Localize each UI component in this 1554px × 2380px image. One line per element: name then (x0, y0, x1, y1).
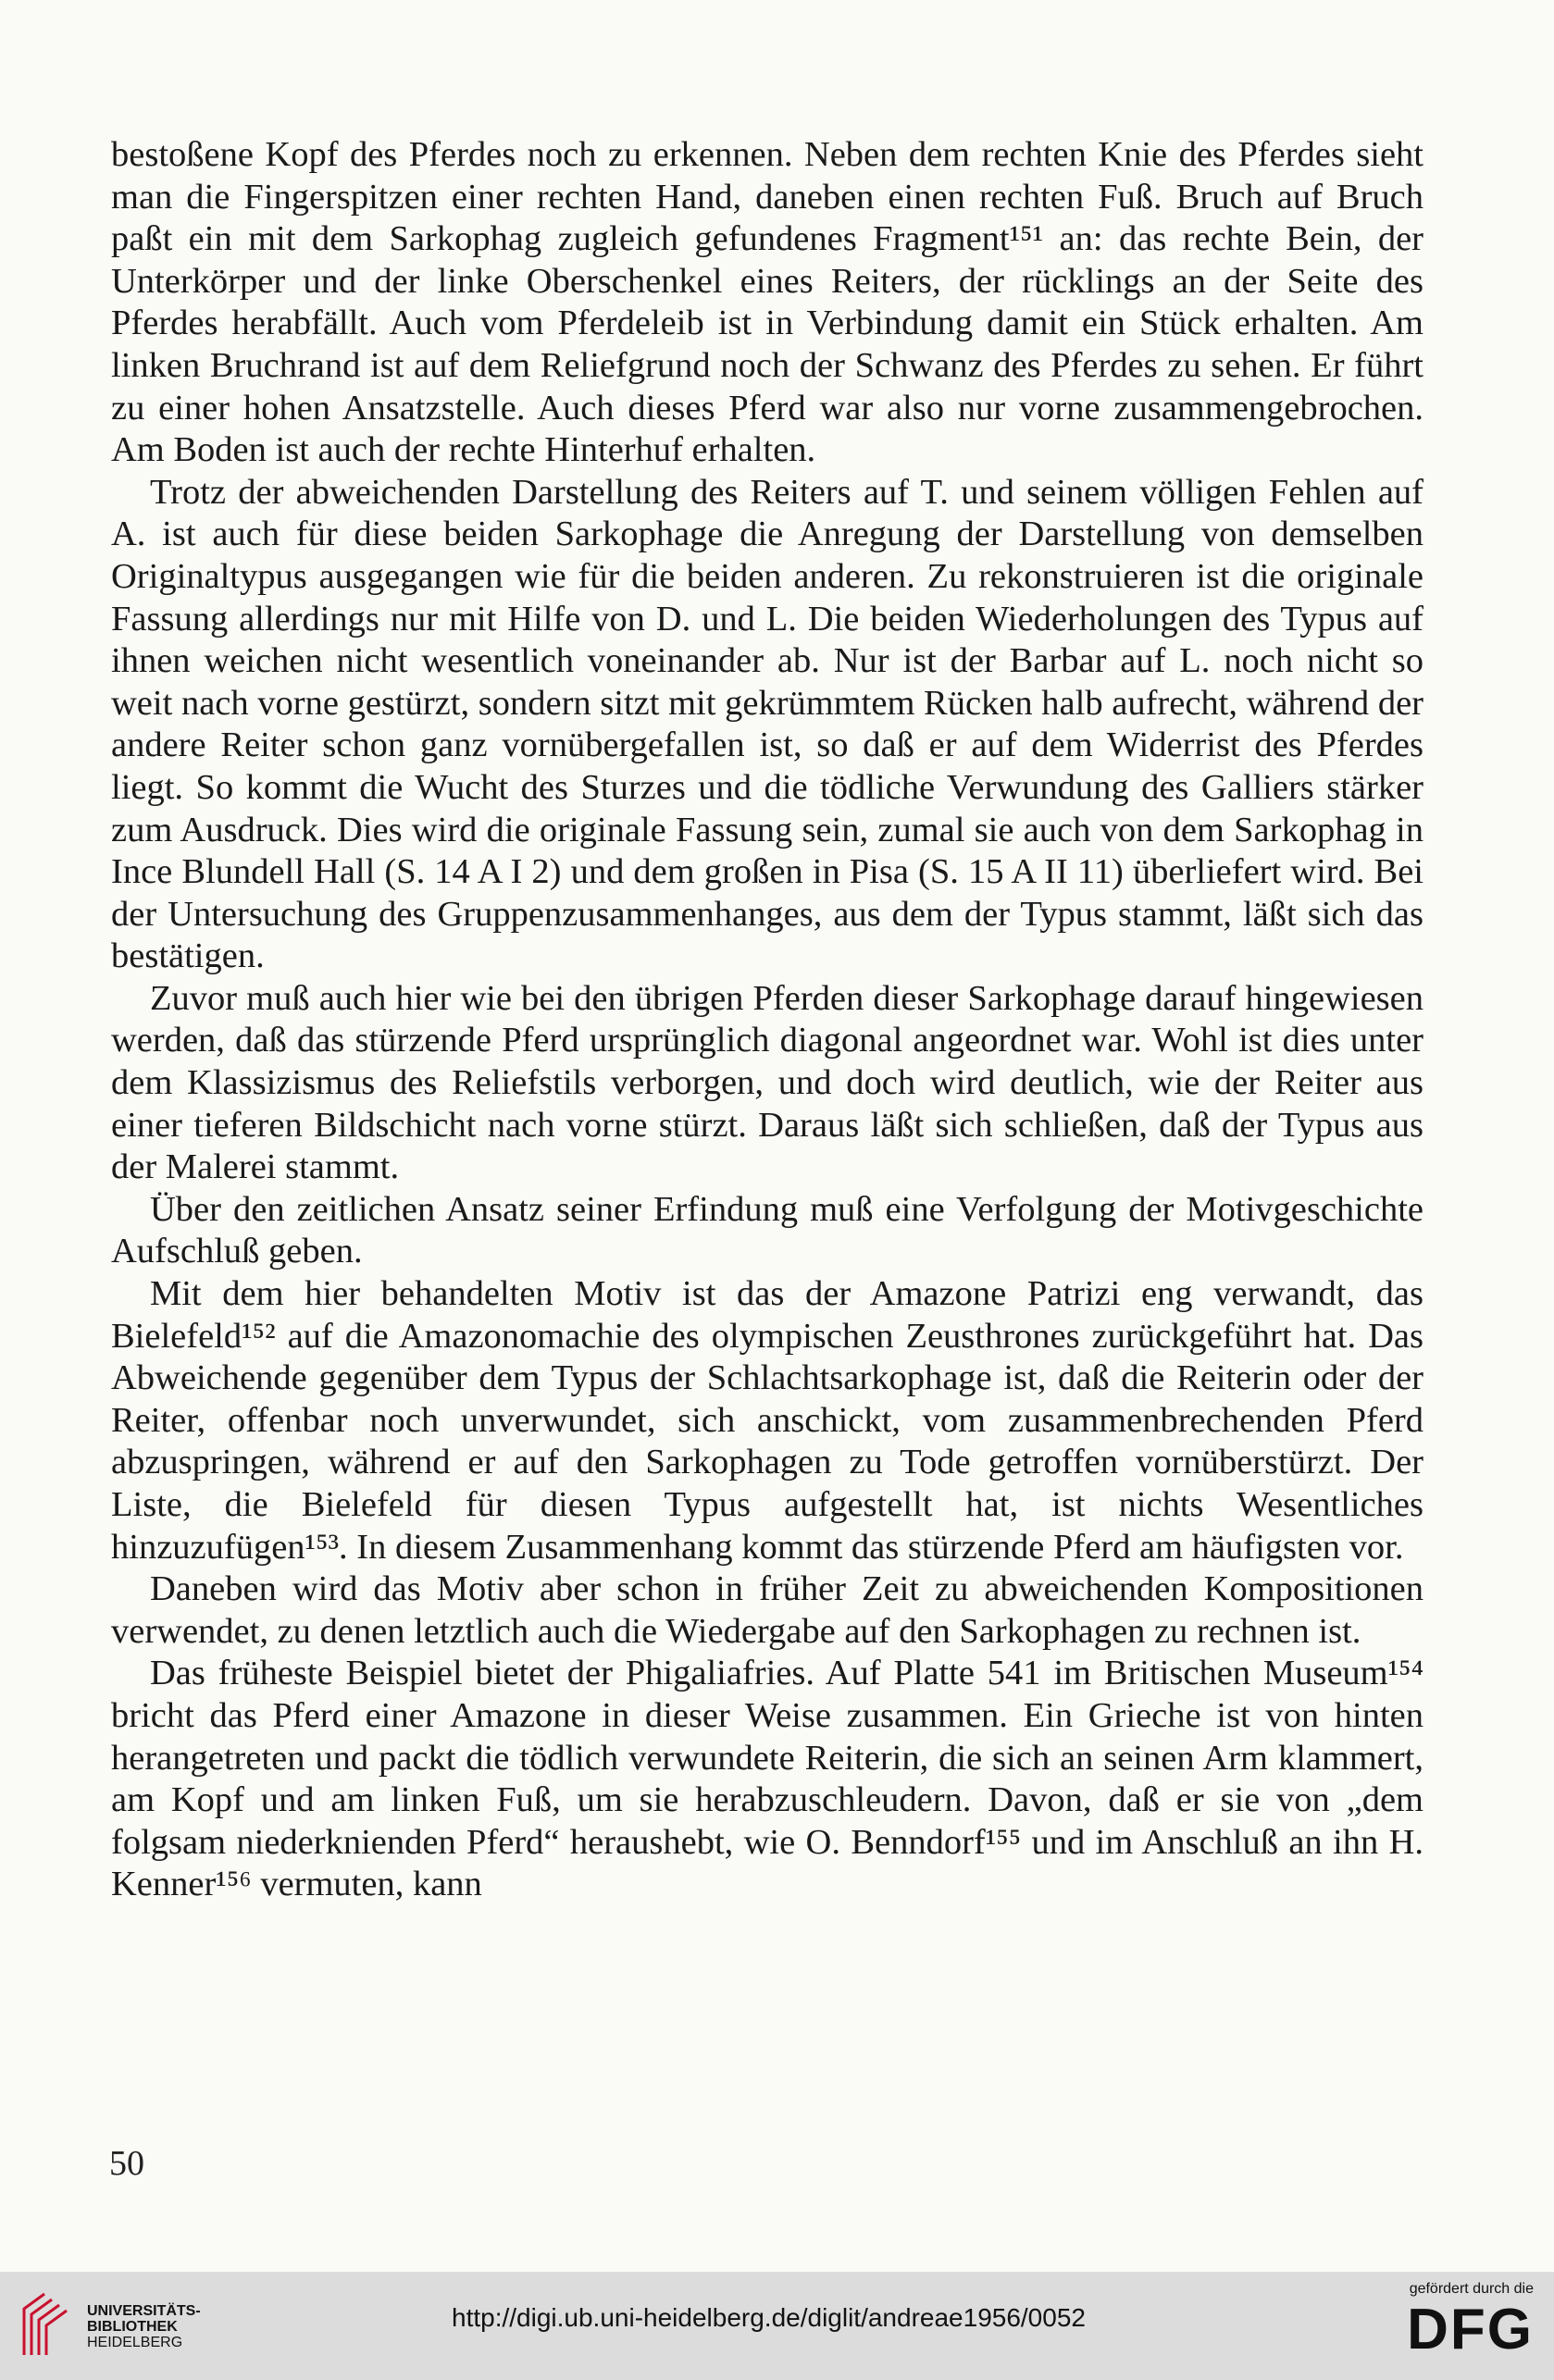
library-name-line3: HEIDELBERG (87, 2335, 183, 2350)
paragraph-2: Trotz der abweichenden Darstellung des Reiters auf T. und seinem völligen Fehlen auf A. ist auch für diese beiden Sarkophage die Anregung der Darstellung von demselben Originaltypus ausgegangen wie für die beiden anderen. Zu rekonstruieren ist die originale Fassung allerdings nur mit Hilfe von D. und L. Die beiden Wiederholungen des Typus auf ihnen weichen nicht wesentlich voneinander ab. Nur ist der Barbar auf L. noch nicht so weit nach vorne gestürzt, sondern sitzt mit gekrümmtem Rücken halb aufrecht, während der andere Reiter schon ganz vornübergefallen ist, so daß er auf dem Widerrist des Pferdes liegt. So kommt die Wucht des Sturzes und die tödliche Verwundung des Galliers stärker zum Ausdruck. Dies wird die originale Fassung sein, zumal sie auch von dem Sarkophag in Ince Blundell Hall (S. 14 A I 2) und dem großen in Pisa (S. 15 A II 11) überliefert wird. Bei der Untersuchung des Gruppenzusammenhanges, aus dem der Typus stammt, läßt sich das bestätigen. (111, 472, 1423, 976)
library-logo[interactable] (17, 2283, 248, 2366)
paragraph-7: Das früheste Beispiel bietet der Phigaliafries. Auf Platte 541 im Britischen Museum¹⁵⁴ bricht das Pferd einer Amazone in dieser Weise zusammen. Ein Grieche ist von hinten herangetreten und packt die tödlich verwundete Reiterin, die sich an seinen Arm klammert, am Kopf und am linken Fuß, um sie herabzuschleudern. Davon, daß er sie von „dem folgsam niederknienden Pferd“ heraushebt, wie O. Benndorf¹⁵⁵ und im Anschluß an ihn H. Kenner¹⁵⁶ vermuten, kann (111, 1654, 1423, 1904)
dfg-logo: DFG (1407, 2298, 1534, 2361)
library-name (87, 2303, 201, 2350)
page-number: 50 (109, 2144, 144, 2183)
dfg-funding[interactable] (1339, 2281, 1534, 2374)
library-name-line1: UNIVERSITÄTS- (87, 2303, 201, 2319)
paragraph-6: Daneben wird das Motiv aber schon in früher Zeit zu abweichenden Kompositionen verwendet, zu denen letztlich auch die Wiedergabe auf den Sarkophagen zu rechnen ist. (111, 1569, 1423, 1651)
library-emblem-icon (17, 2290, 74, 2357)
paragraph-1: bestoßene Kopf des Pferdes noch zu erkennen. Neben dem rechten Knie des Pferdes sieht man die Fingerspitzen einer rechten Hand, daneben einen rechten Fuß. Bruch auf Bruch paßt ein mit dem Sarkophag zugleich gefundenes Fragment¹⁵¹ an: das rechte Bein, der Unterkörper und der linke Oberschenkel eines Reiters, der rücklings an der Seite des Pferdes herabfällt. Auch vom Pferdeleib ist in Verbindung damit ein Stück erhalten. Am linken Bruchrand ist auf dem Reliefgrund noch der Schwanz des Pferdes zu sehen. Er führt zu einer hohen Ansatzstelle. Auch dieses Pferd war also nur vorne zusammengebrochen. Am Boden ist auch der rechte Hinterhuf erhalten. (111, 135, 1423, 470)
funding-caption: gefördert durch die (1409, 2281, 1534, 2297)
paragraph-4: Über den zeitlichen Ansatz seiner Erfindung muß eine Verfolgung der Motivgeschichte Aufschluß geben. (111, 1189, 1423, 1271)
library-name-line2: BIBLIOTHEK (87, 2319, 178, 2335)
paragraph-3: Zuvor muß auch hier wie bei den übrigen Pferden dieser Sarkophage darauf hingewiesen werden, daß das stürzende Pferd ursprünglich diagonal angeordnet war. Wohl ist dies unter dem Klassizismus des Reliefstils verborgen, und doch wird deutlich, wie der Reiter aus einer tieferen Bildschicht nach vorne stürzt. Daraus läßt sich schließen, daß der Typus aus der Malerei stammt. (111, 978, 1423, 1187)
footer-bar (0, 2272, 1554, 2380)
page-body (111, 134, 1423, 1906)
paragraph-5: Mit dem hier behandelten Motiv ist das der Amazone Patrizi eng verwandt, das Bielefeld¹⁵² auf die Amazonomachie des olympischen Zeusthrones zurückgeführt hat. Das Abweichende gegenüber dem Typus der Schlachtsarkophage ist, daß die Reiterin oder der Reiter, offenbar noch unverwundet, sich anschickt, vom zusammenbrechenden Pferd abzuspringen, während er auf den Sarkophagen zu Tode getroffen vornüberstürzt. Der Liste, die Bielefeld für diesen Typus aufgestellt hat, ist nichts Wesentliches hinzuzufügen¹⁵³. In diesem Zusammenhang kommt das stürzende Pferd am häufigsten vor. (111, 1274, 1423, 1567)
permalink-url[interactable]: http://digi.ub.uni-heidelberg.de/diglit/andreae1956/0052 (452, 2303, 1086, 2332)
